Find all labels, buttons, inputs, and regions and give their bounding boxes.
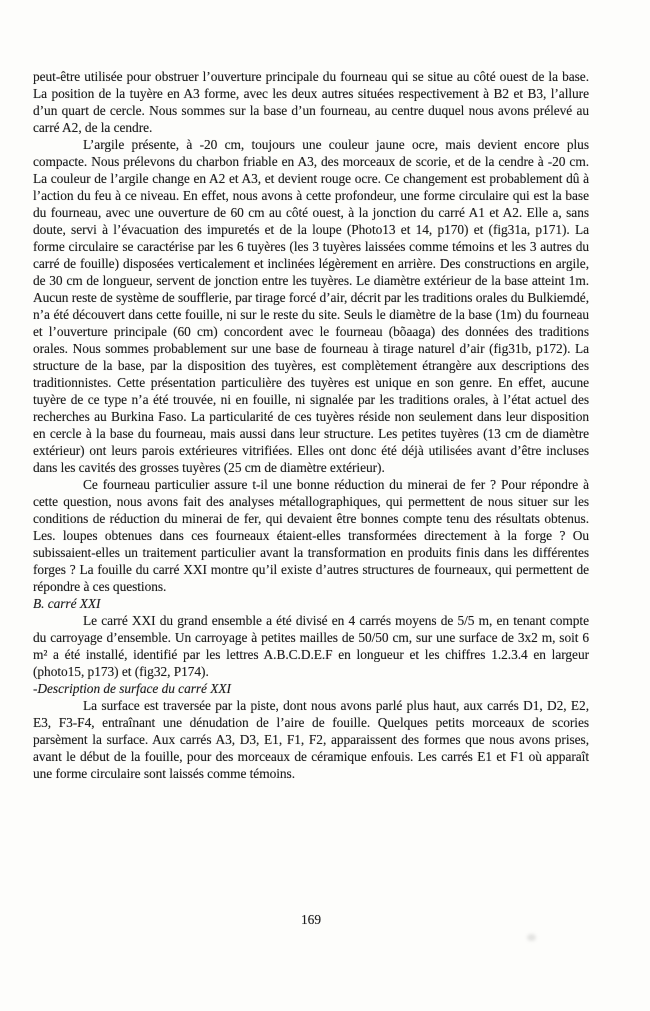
page-body (33, 68, 589, 782)
paragraph: La surface est traversée par la piste, dont nous avons parlé plus haut, aux carrés D1, D2, E2, E3, F3-F4, entraînant une dénudation de l’aire de fouille. Quelques petits morceaux de scories parsèment la surface. Aux carrés A3, D3, E1, F1, F2, apparaissent des formes que nous avons prises, avant le début de la fouille, pour des morceaux de céramique enfouis. Les carrés E1 et F1 où apparaît une forme circulaire sont laissés comme témoins. (33, 698, 589, 781)
page-number: 169 (300, 912, 322, 927)
paragraph: Le carré XXI du grand ensemble a été divisé en 4 carrés moyens de 5/5 m, en tenant compte du carroyage d’ensemble. Un carroyage à petites mailles de 50/50 cm, sur une surface de 3x2 m, soit 6 m² a été installé, identifié par les lettres A.B.C.D.E.F en longueur et les chiffres 1.2.3.4 en largeur (photo15, p173) et (fig32, P174). (33, 613, 589, 679)
section-heading-carre-xxi: B. carré XXI (33, 596, 101, 611)
scan-smudge-artifact (527, 934, 536, 941)
paragraph: peut-être utilisée pour obstruer l’ouverture principale du fourneau qui se situe au côté ouest de la base. La position de la tuyère en A3 forme, avec les deux autres situées respectivement à B2 et B3, l’allure d’un quart de cercle. Nous sommes sur la base d’un fourneau, au centre duquel nous avons prélevé au carré A2, de la cendre. (33, 69, 589, 135)
section-heading-description-surface: -Description de surface du carré XXI (33, 681, 231, 696)
paragraph: Ce fourneau particulier assure t-il une bonne réduction du minerai de fer ? Pour répondre à cette question, nous avons fait des analyses métallographiques, qui permettent de nous situer sur les conditions de réduction du minerai de fer, qui devaient être bonnes compte tenu des résultats obtenus. Les. loupes obtenues dans ces fourneaux étaient-elles transformées directement à la forge ? Ou subissaient-elles un traitement particulier avant la transformation en produits finis dans les différentes forges ? La fouille du carré XXI montre qu’il existe d’autres structures de fourneaux, qui permettent de répondre à ces questions. (33, 477, 589, 594)
paragraph: L’argile présente, à -20 cm, toujours une couleur jaune ocre, mais devient encore plus compacte. Nous prélevons du charbon friable en A3, des morceaux de scorie, et de la cendre à -20 cm. La couleur de l’argile change en A2 et A3, et devient rouge ocre. Ce changement est probablement dû à l’action du feu à ce niveau. En effet, nous avons à cette profondeur, une forme circulaire qui est la base du fourneau, avec une ouverture de 60 cm au côté ouest, à la jonction du carré A1 et A2. Elle a, sans doute, servi à l’évacuation des impuretés et de la loupe (Photo13 et 14, p170) et (fig31a, p171). La forme circulaire se caractérise par les 6 tuyères (les 3 tuyères laissées comme témoins et les 3 autres du carré de fouille) disposées verticalement et inclinées légèrement en arrière. Des constructions en argile, de 30 cm de longueur, servent de jonction entre les tuyères. Le diamètre extérieur de la base atteint 1m. Aucun reste de système de soufflerie, par tirage forcé d’air, décrit par les traditions orales du Bulkiemdé, n’a été découvert dans cette fouille, ni sur le reste du site. Seuls le diamètre de la base (1m) du fourneau et l’ouverture principale (60 cm) concordent avec le fourneau (bõaaga) des données des traditions orales. Nous sommes probablement sur une base de fourneau à tirage naturel d’air (fig31b, p172). La structure de la base, par la disposition des tuyères, est complètement étrangère aux descriptions des traditionnistes. Cette présentation particulière des tuyères est unique en son genre. En effet, aucune tuyère de ce type n’a été trouvée, ni en fouille, ni signalée par les traditions orales, à l’état actuel des recherches au Burkina Faso. La particularité de ces tuyères réside non seulement dans leur disposition en cercle à la base du fourneau, mais aussi dans leur structure. Les petites tuyères (13 cm de diamètre extérieur) ont leurs parois extérieures vitrifiées. Elles ont donc été déjà utilisées avant d’être incluses dans les cavités des grosses tuyères (25 cm de diamètre extérieur). (33, 137, 589, 475)
